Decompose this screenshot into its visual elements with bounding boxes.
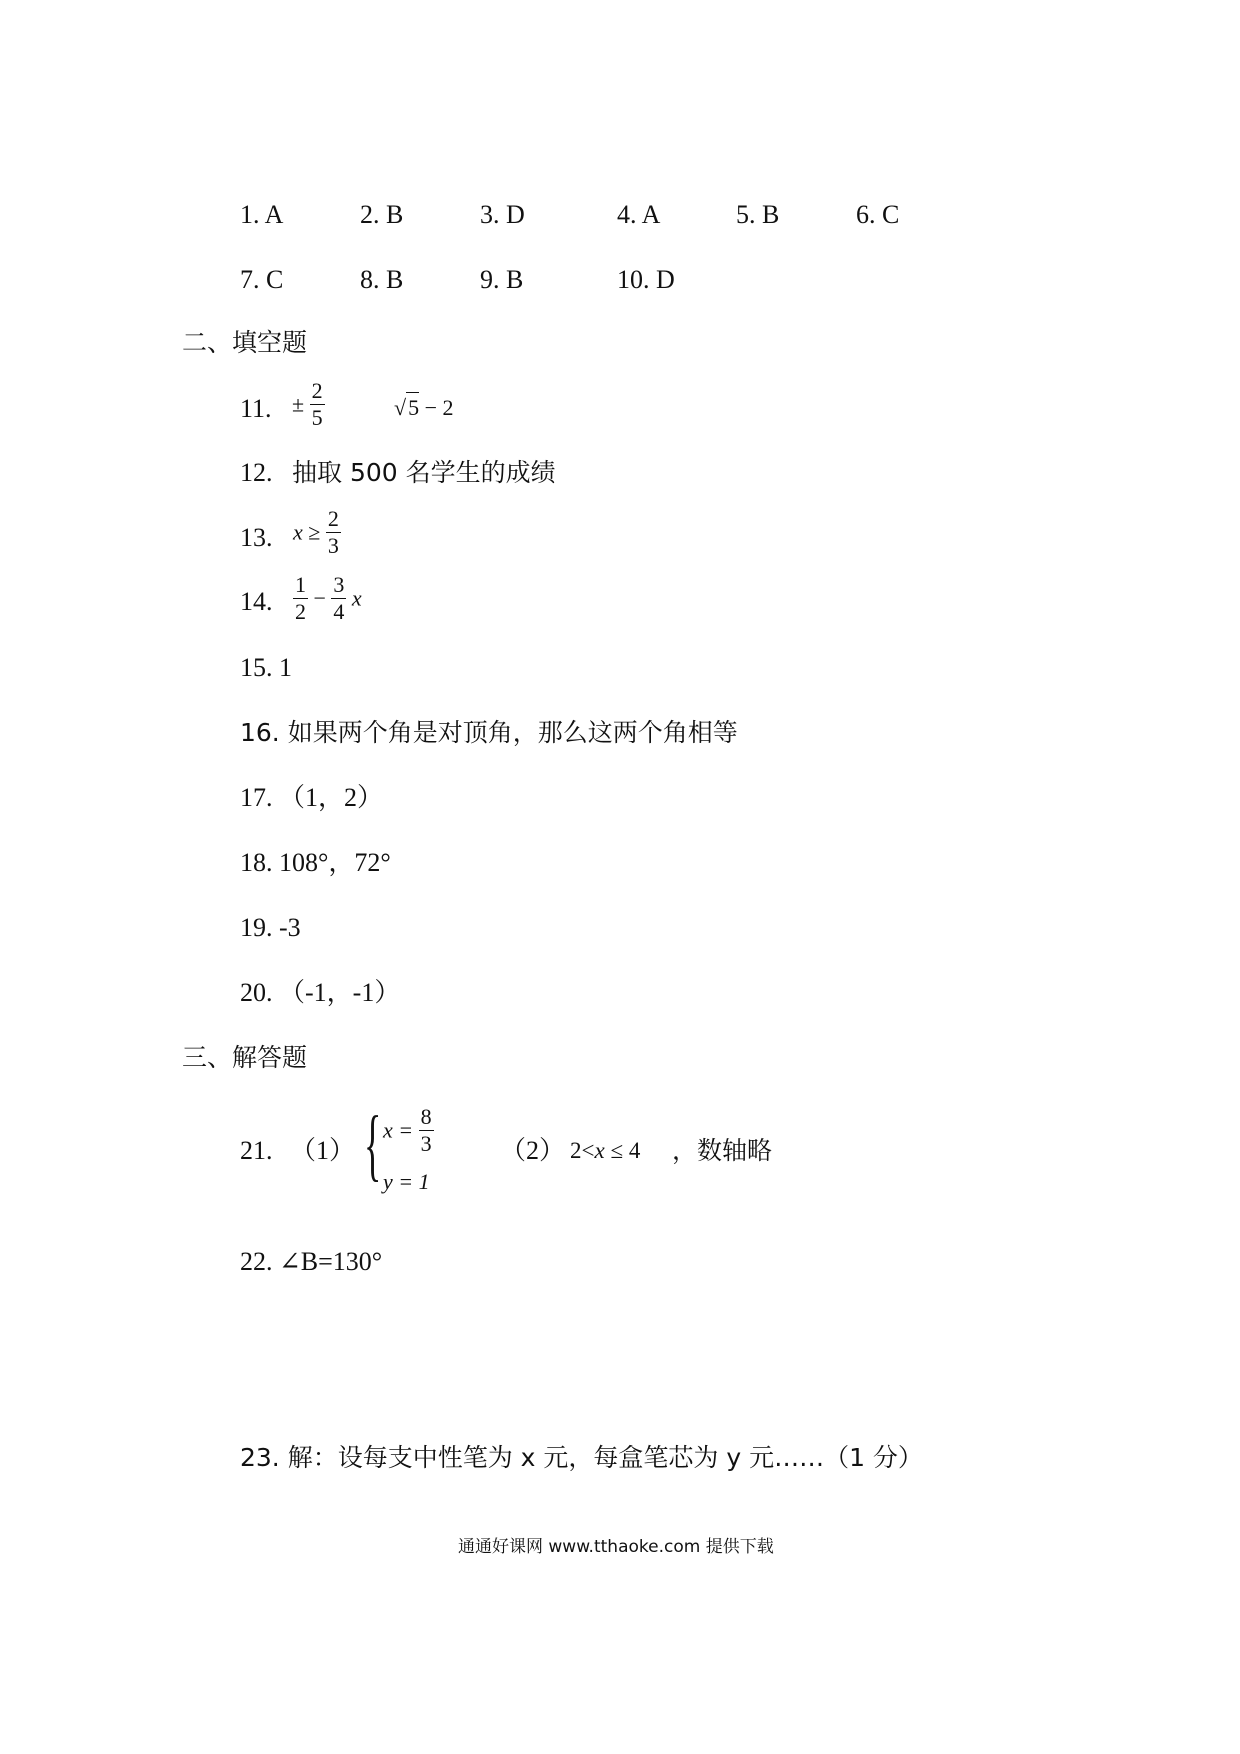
q14-f2-num: 3 — [333, 572, 345, 597]
q21-equation-2: y = 1 — [383, 1169, 430, 1194]
mc-answer-9: 9. B — [480, 265, 524, 294]
q11-fraction — [310, 378, 325, 431]
mc-answer-8: 8. B — [360, 265, 404, 294]
q21-ineq-var: x — [594, 1138, 605, 1163]
q11-tail: − 2 — [424, 395, 454, 420]
q14-fraction-1 — [293, 572, 308, 625]
section-heading-fill-in: 二、填空题 — [182, 328, 308, 357]
q17-answer: 17. （1，2） — [240, 783, 384, 812]
q21-ineq-right: ≤ 4 — [610, 1138, 641, 1163]
q12-text: 抽取 500 名学生的成绩 — [292, 458, 556, 487]
q21-inequality — [570, 1136, 640, 1166]
q21-note: ，数轴略 — [672, 1136, 773, 1165]
q13-frac-den: 3 — [327, 533, 339, 558]
q11-answer — [292, 378, 325, 431]
q21-eq1-fraction — [419, 1104, 434, 1157]
q21-eq1-num: 8 — [420, 1104, 432, 1129]
q19-answer: 19. -3 — [240, 913, 301, 942]
q21-eq1-den: 3 — [420, 1131, 432, 1156]
q15-answer: 15. 1 — [240, 653, 292, 682]
q14-number: 14. — [240, 587, 273, 616]
q21-number: 21. — [240, 1136, 273, 1165]
q11-frac-num: 2 — [311, 378, 323, 403]
q12-number: 12. — [240, 458, 273, 487]
mc-answer-3: 3. D — [480, 200, 525, 229]
q14-var: x — [351, 585, 362, 611]
q14-f1-num: 1 — [295, 572, 306, 597]
q18-answer: 18. 108°，72° — [240, 848, 391, 877]
q21-part2-label: （2） — [500, 1136, 566, 1165]
q21-equation-1 — [383, 1104, 434, 1157]
q13-fraction — [326, 506, 341, 559]
q14-f1-den: 2 — [295, 599, 306, 624]
section-heading-solutions: 三、解答题 — [182, 1043, 308, 1072]
page-footer: 通通好课网 www.tthaoke.com 提供下载 — [458, 1537, 774, 1557]
q22-answer: 22. ∠B=130° — [240, 1247, 383, 1276]
q14-operator: − — [313, 585, 326, 611]
q13-frac-num: 2 — [327, 506, 339, 531]
q14-f2-den: 4 — [333, 599, 345, 624]
q16-answer: 16. 如果两个角是对顶角，那么这两个角相等 — [240, 718, 738, 747]
q21-brace: { — [364, 1101, 382, 1189]
q14-fraction-2 — [331, 572, 346, 625]
q23-answer: 23. 解：设每支中性笔为 x 元，每盒笔芯为 y 元……（1 分） — [240, 1443, 923, 1472]
mc-answer-5: 5. B — [736, 200, 780, 229]
q21-ineq-left: 2< — [570, 1138, 595, 1163]
mc-answer-4: 4. A — [617, 200, 661, 229]
mc-answer-1: 1. A — [240, 200, 284, 229]
q13-relation: ≥ — [308, 519, 321, 545]
q11-plus-minus: ± — [292, 391, 305, 417]
mc-answer-2: 2. B — [360, 200, 404, 229]
q11-number: 11. — [240, 394, 272, 423]
q13-number: 13. — [240, 523, 273, 552]
q14-answer — [293, 572, 362, 625]
q11-frac-den: 5 — [311, 405, 323, 430]
q20-answer: 20. （-1，-1） — [240, 978, 401, 1007]
q11-sqrt-sign: √ — [394, 395, 407, 420]
mc-answer-7: 7. C — [240, 265, 284, 294]
q13-answer — [293, 506, 341, 559]
mc-answer-6: 6. C — [856, 200, 900, 229]
q13-var: x — [293, 519, 303, 545]
q21-eq1-lhs: x = — [383, 1117, 414, 1143]
q11-radicand: 5 — [406, 392, 419, 423]
q11-sqrt-expression — [394, 392, 454, 423]
mc-answer-10: 10. D — [617, 265, 675, 294]
q21-part1-label: （1） — [290, 1136, 356, 1165]
